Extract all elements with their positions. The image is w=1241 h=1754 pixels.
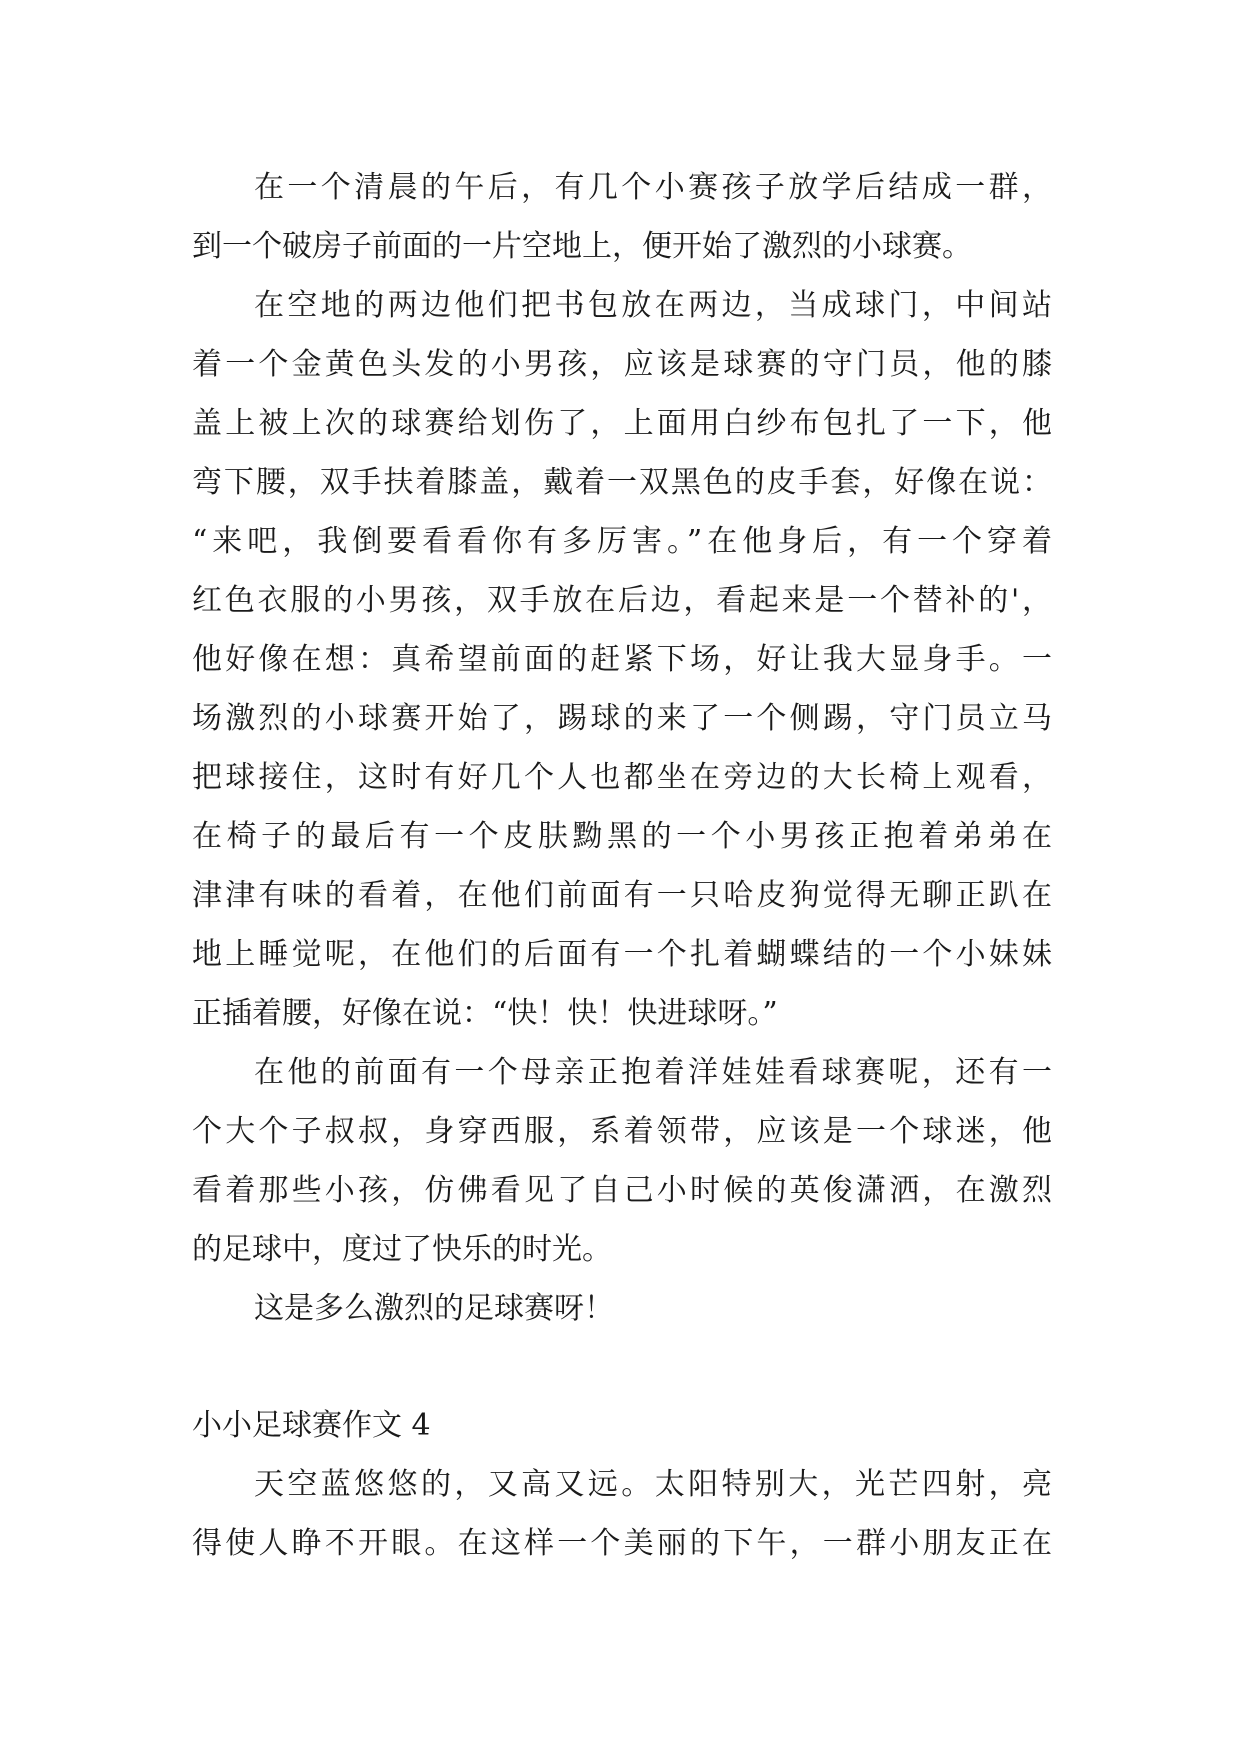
text-line: 这是多么激烈的足球赛呀！ (254, 1291, 614, 1326)
paragraph (192, 1279, 1052, 1338)
text-line: 在他的前面有一个母亲正抱着洋娃娃看球赛呢，还有一 (254, 1055, 1052, 1090)
text-line: 在一个清晨的午后，有几个小赛孩子放学后结成一群， (254, 170, 1052, 205)
text-line: 地上睡觉呢，在他们的后面有一个扎着蝴蝶结的一个小妹妹 (192, 937, 1052, 972)
section-heading: 小小足球赛作文 4 (192, 1408, 431, 1443)
text-line: 正插着腰，好像在说：“快！快！快进球呀。” (192, 996, 778, 1031)
text-line: 盖上被上次的球赛给划伤了，上面用白纱布包扎了一下，他 (192, 406, 1052, 441)
text-line: “来吧，我倒要看看你有多厉害。”在他身后，有一个穿着 (192, 524, 1052, 559)
text-line: 弯下腰，双手扶着膝盖，戴着一双黑色的皮手套，好像在说： (192, 465, 1052, 500)
text-line: 红色衣服的小男孩，双手放在后边，看起来是一个替补的'， (192, 583, 1052, 618)
text-line: 在空地的两边他们把书包放在两边，当成球门，中间站 (254, 288, 1052, 323)
text-line: 个大个子叔叔，身穿西服，系着领带，应该是一个球迷，他 (192, 1114, 1052, 1149)
paragraph (192, 1455, 1052, 1573)
paragraph (192, 158, 1052, 276)
section-gap (192, 1338, 1052, 1396)
text-line: 在椅子的最后有一个皮肤黝黑的一个小男孩正抱着弟弟在 (192, 819, 1052, 854)
text-line: 着一个金黄色头发的小男孩，应该是球赛的守门员，他的膝 (192, 347, 1052, 382)
text-line: 得使人睁不开眼。在这样一个美丽的下午，一群小朋友正在 (192, 1526, 1052, 1561)
text-line: 到一个破房子前面的一片空地上，便开始了激烈的小球赛。 (192, 229, 972, 264)
text-line: 看着那些小孩，仿佛看见了自己小时候的英俊潇洒，在激烈 (192, 1173, 1052, 1208)
paragraph (192, 276, 1052, 1043)
text-line: 他好像在想：真希望前面的赶紧下场，好让我大显身手。一 (192, 642, 1052, 677)
text-line: 的足球中，度过了快乐的时光。 (192, 1232, 612, 1267)
document-page (192, 158, 1052, 1573)
text-line: 津津有味的看着，在他们前面有一只哈皮狗觉得无聊正趴在 (192, 878, 1052, 913)
paragraph (192, 1043, 1052, 1279)
text-line: 把球接住，这时有好几个人也都坐在旁边的大长椅上观看， (192, 760, 1052, 795)
text-line: 天空蓝悠悠的，又高又远。太阳特别大，光芒四射，亮 (254, 1467, 1052, 1502)
text-line: 场激烈的小球赛开始了，踢球的来了一个侧踢，守门员立马 (192, 701, 1052, 736)
